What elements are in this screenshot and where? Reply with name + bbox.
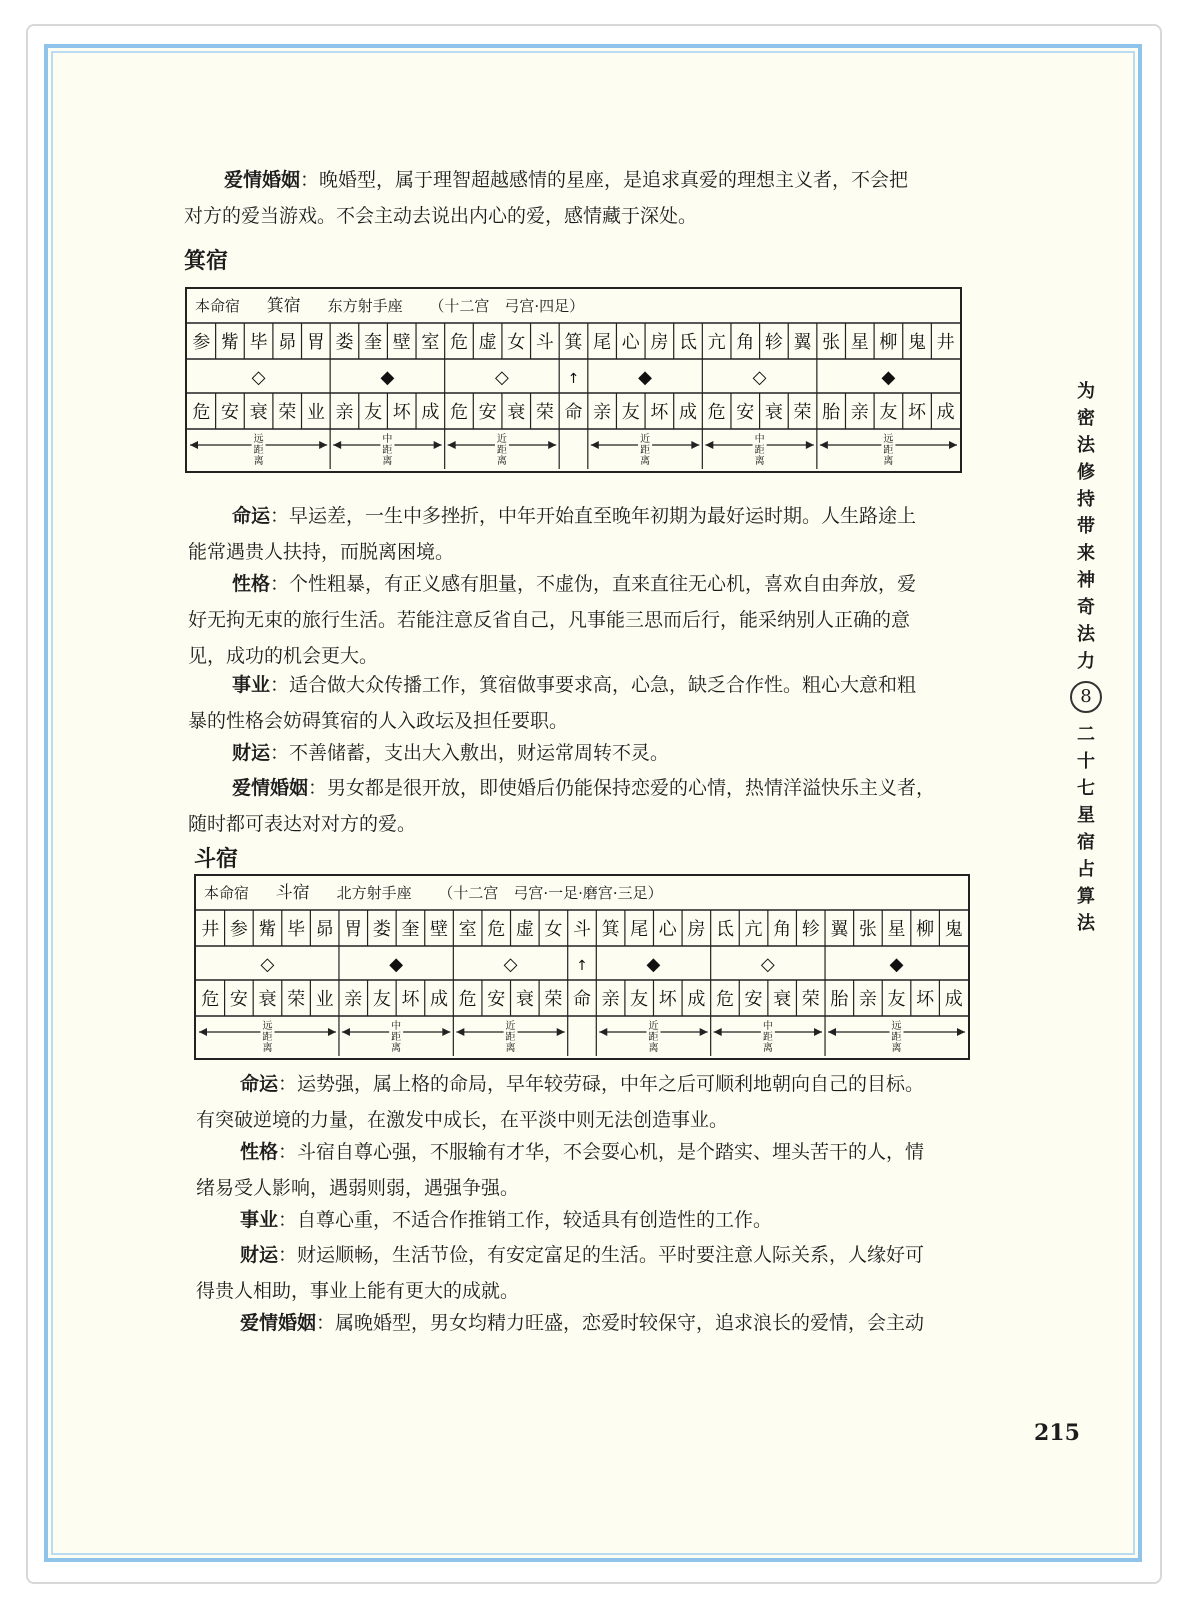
relation-cell: 危 <box>707 402 726 423</box>
distance-label-char: 离 <box>891 1043 902 1054</box>
section2-heading: 斗宿 <box>194 846 239 872</box>
sidebar-char: 带 <box>1077 516 1095 537</box>
mansion-cell: 尾 <box>593 332 612 353</box>
chart-header-mansion: 箕宿 <box>266 296 301 316</box>
mansion-cell: 昴 <box>278 332 297 353</box>
mansion-cell: 娄 <box>372 919 391 940</box>
sidebar-char: 十 <box>1077 751 1095 772</box>
distance-label-char: 离 <box>505 1043 516 1054</box>
distance-label-char: 离 <box>648 1043 659 1054</box>
mansion-cell: 心 <box>658 919 677 940</box>
relation-cell: 亲 <box>593 402 612 423</box>
mansion-cell: 虚 <box>515 919 534 940</box>
relation-cell: 成 <box>430 989 449 1010</box>
distance-label-char: 中 <box>762 1021 773 1032</box>
relation-cell: 胎 <box>822 402 841 423</box>
paragraph-2 <box>196 1202 976 1238</box>
mansion-cell: 胃 <box>344 919 363 940</box>
mansion-cell: 女 <box>544 919 563 940</box>
mansion-cell: 井 <box>936 332 955 353</box>
affinity-symbol: ◆ <box>646 954 661 975</box>
arrow-head <box>434 441 442 449</box>
distance-label-char: 距 <box>754 445 765 456</box>
paragraph-line: 绪易受人影响，遇弱则弱，遇强争强。 <box>196 1177 520 1199</box>
arrow-head <box>448 441 456 449</box>
mansion-cell: 尾 <box>630 919 649 940</box>
relation-cell: 亲 <box>601 989 620 1010</box>
chart-header-native: 本命宿 <box>204 884 250 902</box>
mansion-cell: 房 <box>687 919 706 940</box>
intro-paragraph <box>184 162 964 234</box>
distance-label-char: 距 <box>762 1032 773 1043</box>
relation-cell: 荣 <box>535 402 554 423</box>
relation-cell: 命 <box>564 402 583 423</box>
mansion-cell: 井 <box>201 919 220 940</box>
affinity-symbol: ◆ <box>638 367 652 388</box>
arrow-head <box>700 1028 708 1036</box>
sidebar-char: 算 <box>1077 886 1095 907</box>
relation-cell: 友 <box>621 402 640 423</box>
mansion-cell: 参 <box>192 332 211 353</box>
paragraph-line: ：适合做大众传播工作，箕宿做事要求高，心急，缺乏合作性。粗心大意和粗 <box>270 674 917 696</box>
paragraph-label: 事业 <box>232 674 271 696</box>
arrow-head <box>319 441 327 449</box>
distance-label-char: 距 <box>505 1032 516 1043</box>
paragraph-label: 财运 <box>240 1244 279 1266</box>
self-marker: ↑ <box>567 371 580 387</box>
sidebar-char: 持 <box>1077 489 1095 510</box>
relation-cell: 安 <box>487 989 506 1010</box>
relation-cell: 成 <box>679 402 698 423</box>
relation-cell: 荣 <box>287 989 306 1010</box>
paragraph-label: 命运 <box>240 1073 279 1095</box>
arrow-head <box>714 1028 722 1036</box>
chart-header-constellation: 东方射手座 <box>327 297 403 315</box>
paragraph-line: ：个性粗暴，有正义感有胆量，不虚伪，直来直往无心机，喜欢自由奔放，爱 <box>270 573 917 595</box>
arrow-head <box>691 441 699 449</box>
relation-cell: 危 <box>201 989 220 1010</box>
relation-cell: 衰 <box>507 402 526 423</box>
arrow-head <box>591 441 599 449</box>
relation-cell: 坏 <box>650 402 669 423</box>
sidebar-char: 修 <box>1077 462 1095 483</box>
sidebar-char: 密 <box>1077 408 1095 429</box>
mansion-cell: 鬼 <box>908 332 927 353</box>
relation-cell: 荣 <box>793 402 812 423</box>
mansion-cell: 室 <box>421 332 440 353</box>
paragraph-line: 得贵人相助，事业上能有更大的成就。 <box>196 1280 520 1302</box>
relation-cell: 荣 <box>544 989 563 1010</box>
paragraph-label: 爱情婚姻 <box>240 1312 317 1334</box>
paragraph-line: ：属晚婚型，男女均精力旺盛，恋爱时较保守，追求浪长的爱情，会主动 <box>316 1312 925 1334</box>
paragraph-line: ：男女都是很开放，即使婚后仍能保持恋爱的心情，热情洋溢快乐主义者， <box>308 777 936 799</box>
sidebar-char: 为 <box>1077 381 1095 402</box>
relation-cell: 危 <box>192 402 211 423</box>
distance-label-char: 距 <box>496 445 507 456</box>
mansion-cell: 氐 <box>715 919 734 940</box>
affinity-symbol: ◇ <box>495 367 509 388</box>
mansion-cell: 翼 <box>830 919 849 940</box>
relation-cell: 友 <box>364 402 383 423</box>
paragraph-line: ：不善储蓄，支出大入敷出，财运常周转不灵。 <box>270 742 670 764</box>
relation-cell: 成 <box>944 989 963 1010</box>
paragraph-0 <box>196 1066 976 1138</box>
mansion-cell: 箕 <box>564 332 583 353</box>
self-marker: ↑ <box>576 958 588 974</box>
mansion-cell: 危 <box>449 332 468 353</box>
distance-label-char: 离 <box>262 1043 273 1054</box>
relation-cell: 成 <box>687 989 706 1010</box>
sidebar-char: 法 <box>1077 913 1095 934</box>
chart-header-mansion: 斗宿 <box>275 883 310 903</box>
relation-cell: 成 <box>936 402 955 423</box>
relation-cell: 业 <box>315 989 334 1010</box>
distance-label-char: 远 <box>891 1021 902 1032</box>
chapter-number-badge: 8 <box>1070 681 1102 713</box>
paragraph-4 <box>188 770 966 842</box>
distance-label-char: 距 <box>648 1032 659 1043</box>
mansion-cell: 张 <box>858 919 877 940</box>
mansion-cell: 房 <box>650 332 669 353</box>
relation-cell: 安 <box>736 402 755 423</box>
distance-label-char: 远 <box>253 434 264 445</box>
affinity-symbol: ◇ <box>260 954 275 975</box>
paragraph-line: ：运势强，属上格的命局，早年较劳碌，中年之后可顺利地朝向自己的目标。 <box>278 1073 925 1095</box>
arrow-head <box>814 1028 822 1036</box>
mansion-cell: 觜 <box>258 919 277 940</box>
relation-cell: 衰 <box>258 989 277 1010</box>
paragraph-line: ：自尊心重，不适合作推销工作，较适具有创造性的工作。 <box>278 1209 773 1231</box>
sidebar-char: 宿 <box>1077 832 1095 853</box>
arrow-head <box>820 441 828 449</box>
intro-line-1: ：晚婚型，属于理智超越感情的星座，是追求真爱的理想主义者，不会把 <box>300 169 909 191</box>
mansion-cell: 斗 <box>535 332 554 353</box>
affinity-symbol: ◇ <box>760 954 775 975</box>
distance-label-char: 近 <box>640 434 651 445</box>
relation-cell: 坏 <box>916 989 935 1010</box>
arrow-head <box>806 441 814 449</box>
relation-cell: 安 <box>744 989 763 1010</box>
arrow-head <box>199 1028 207 1036</box>
distance-label-char: 远 <box>262 1021 273 1032</box>
relation-cell: 安 <box>478 402 497 423</box>
mansion-cell: 奎 <box>401 919 420 940</box>
paragraph-line: 能常遇贵人扶持，而脱离困境。 <box>188 541 455 563</box>
distance-label-char: 距 <box>253 445 264 456</box>
mansion-cell: 箕 <box>601 919 620 940</box>
relation-cell: 危 <box>449 402 468 423</box>
mansion-cell: 虚 <box>478 332 497 353</box>
intro-line-2: 对方的爱当游戏。不会主动去说出内心的爱，感情藏于深处。 <box>184 205 698 227</box>
relation-cell: 坏 <box>908 402 927 423</box>
relation-cell: 亲 <box>344 989 363 1010</box>
arrow-head <box>333 441 341 449</box>
mansion-cell: 女 <box>507 332 526 353</box>
mansion-cell: 奎 <box>364 332 383 353</box>
relation-cell: 安 <box>229 989 248 1010</box>
chapter-sidebar <box>1066 378 1106 937</box>
distance-label-char: 离 <box>762 1043 773 1054</box>
relation-cell: 衰 <box>764 402 783 423</box>
paragraph-label: 命运 <box>232 505 271 527</box>
distance-label-char: 中 <box>382 434 393 445</box>
mansion-cell: 毕 <box>249 332 268 353</box>
paragraph-line: 有突破逆境的力量，在激发中成长，在平淡中则无法创造事业。 <box>196 1109 729 1131</box>
arrow-head <box>557 1028 565 1036</box>
relation-cell: 坏 <box>392 402 411 423</box>
distance-label-char: 远 <box>883 434 894 445</box>
sidebar-char: 来 <box>1077 543 1095 564</box>
mansion-cell: 斗 <box>573 919 591 940</box>
mansion-cell: 亢 <box>707 332 726 353</box>
affinity-symbol: ◆ <box>389 954 404 975</box>
arrow-head <box>599 1028 607 1036</box>
arrow-head <box>548 441 556 449</box>
sidebar-char: 七 <box>1077 778 1095 799</box>
mansion-cell: 鬼 <box>944 919 963 940</box>
distance-label-char: 离 <box>253 456 264 467</box>
section1-mansion-chart <box>185 287 962 473</box>
mansion-cell: 亢 <box>744 919 763 940</box>
relation-cell: 危 <box>715 989 734 1010</box>
distance-label-char: 距 <box>382 445 393 456</box>
relation-cell: 衰 <box>249 402 268 423</box>
arrow-head <box>949 441 957 449</box>
relation-cell: 成 <box>421 402 440 423</box>
arrow-head <box>342 1028 350 1036</box>
arrow-head <box>828 1028 836 1036</box>
mansion-cell: 氐 <box>679 332 698 353</box>
paragraph-line: 随时都可表达对对方的爱。 <box>188 813 417 835</box>
paragraph-3 <box>188 735 966 771</box>
relation-cell: 坏 <box>658 989 677 1010</box>
sidebar-char: 占 <box>1077 859 1095 880</box>
chart-grid-svg <box>196 876 972 1062</box>
chart-header-palace: （十二宫 弓宫·四足） <box>429 297 585 315</box>
arrow-head <box>957 1028 965 1036</box>
relation-cell: 荣 <box>278 402 297 423</box>
affinity-symbol: ◆ <box>380 367 395 388</box>
sidebar-char: 力 <box>1077 651 1095 672</box>
distance-label-char: 距 <box>891 1032 902 1043</box>
sidebar-char: 二 <box>1077 724 1095 745</box>
distance-label-char: 近 <box>496 434 507 445</box>
chart-header-constellation: 北方射手座 <box>336 884 412 902</box>
mansion-cell: 角 <box>736 332 755 353</box>
affinity-symbol: ◇ <box>503 954 518 975</box>
distance-label-char: 中 <box>391 1021 402 1032</box>
distance-label-char: 近 <box>648 1021 659 1032</box>
paragraph-4 <box>196 1305 976 1341</box>
affinity-symbol: ◇ <box>752 367 767 388</box>
relation-cell: 衰 <box>515 989 534 1010</box>
relation-cell: 荣 <box>801 989 820 1010</box>
paragraph-1 <box>196 1134 976 1206</box>
distance-label-char: 离 <box>496 456 507 467</box>
relation-cell: 友 <box>630 989 649 1010</box>
sidebar-char: 星 <box>1077 805 1095 826</box>
section2-mansion-chart <box>194 874 970 1060</box>
relation-cell: 业 <box>306 402 325 423</box>
paragraph-label: 性格 <box>240 1141 279 1163</box>
intro-label: 爱情婚姻 <box>224 169 301 191</box>
paragraph-label: 爱情婚姻 <box>232 777 309 799</box>
mansion-cell: 觜 <box>220 332 239 353</box>
distance-label-char: 离 <box>640 456 651 467</box>
arrow-head <box>705 441 713 449</box>
distance-label-char: 近 <box>505 1021 516 1032</box>
chart-header-native: 本命宿 <box>195 297 241 315</box>
mansion-cell: 壁 <box>430 919 449 940</box>
relation-cell: 亲 <box>335 402 354 423</box>
paragraph-line: 暴的性格会妨碍箕宿的人入政坛及担任要职。 <box>188 710 569 732</box>
distance-label-char: 距 <box>391 1032 402 1043</box>
relation-cell: 衰 <box>773 989 792 1010</box>
paragraph-label: 财运 <box>232 742 271 764</box>
mansion-cell: 参 <box>229 919 248 940</box>
mansion-cell: 角 <box>773 919 792 940</box>
relation-cell: 坏 <box>401 989 420 1010</box>
distance-label-char: 离 <box>391 1043 402 1054</box>
distance-label-char: 离 <box>754 456 765 467</box>
arrow-head <box>442 1028 450 1036</box>
mansion-cell: 昴 <box>315 919 334 940</box>
distance-label-char: 中 <box>754 434 765 445</box>
mansion-cell: 柳 <box>879 332 898 353</box>
section1-heading: 箕宿 <box>184 248 229 274</box>
paragraph-0 <box>188 498 966 570</box>
paragraph-line: ：斗宿自尊心强，不服输有才华，不会耍心机，是个踏实、埋头苦干的人，情 <box>278 1141 925 1163</box>
mansion-cell: 柳 <box>916 919 935 940</box>
distance-label-char: 距 <box>883 445 894 456</box>
chart-header-palace: （十二宫 弓宫·一足·磨宫·三足） <box>438 884 663 902</box>
sidebar-series-title <box>1066 378 1106 675</box>
arrow-head <box>190 441 198 449</box>
mansion-cell: 危 <box>487 919 506 940</box>
mansion-cell: 星 <box>850 332 869 353</box>
sidebar-chapter-title <box>1066 721 1106 937</box>
paragraph-1 <box>188 566 966 674</box>
mansion-cell: 轸 <box>801 919 820 940</box>
paragraph-line: 见，成功的机会更大。 <box>188 645 379 667</box>
mansion-cell: 壁 <box>392 332 411 353</box>
mansion-cell: 娄 <box>335 332 354 353</box>
chart-grid-svg <box>187 289 964 475</box>
mansion-cell: 星 <box>887 919 906 940</box>
paragraph-line: ：早运差，一生中多挫折，中年开始直至晚年初期为最好运时期。人生路途上 <box>270 505 917 527</box>
affinity-symbol: ◆ <box>889 954 904 975</box>
relation-cell: 危 <box>458 989 477 1010</box>
relation-cell: 安 <box>220 402 239 423</box>
mansion-cell: 心 <box>621 332 640 353</box>
distance-label-char: 离 <box>883 456 894 467</box>
paragraph-label: 事业 <box>240 1209 279 1231</box>
mansion-cell: 毕 <box>287 919 306 940</box>
relation-cell: 友 <box>372 989 391 1010</box>
relation-cell: 亲 <box>850 402 869 423</box>
sidebar-char: 法 <box>1077 624 1095 645</box>
mansion-cell: 轸 <box>764 332 783 353</box>
sidebar-char: 神 <box>1077 570 1095 591</box>
mansion-cell: 张 <box>822 332 841 353</box>
paragraph-2 <box>188 667 966 739</box>
distance-label-char: 离 <box>382 456 393 467</box>
relation-cell: 胎 <box>830 989 849 1010</box>
affinity-symbol: ◆ <box>881 367 896 388</box>
distance-label-char: 距 <box>262 1032 273 1043</box>
paragraph-3 <box>196 1237 976 1309</box>
relation-cell: 命 <box>573 989 591 1010</box>
relation-cell: 友 <box>887 989 906 1010</box>
arrow-head <box>328 1028 336 1036</box>
relation-cell: 亲 <box>858 989 877 1010</box>
paragraph-line: ：财运顺畅，生活节俭，有安定富足的生活。平时要注意人际关系，人缘好可 <box>278 1244 925 1266</box>
sidebar-char: 法 <box>1077 435 1095 456</box>
affinity-symbol: ◇ <box>251 367 266 388</box>
mansion-cell: 翼 <box>793 332 812 353</box>
mansion-cell: 胃 <box>306 332 325 353</box>
book-page <box>44 44 1142 1562</box>
paragraph-line: 好无拘无束的旅行生活。若能注意反省自己，凡事能三思而后行，能采纳别人正确的意 <box>188 609 911 631</box>
paragraph-label: 性格 <box>232 573 271 595</box>
distance-label-char: 距 <box>640 445 651 456</box>
sidebar-char: 奇 <box>1077 597 1095 618</box>
relation-cell: 友 <box>879 402 898 423</box>
arrow-head <box>456 1028 464 1036</box>
mansion-cell: 室 <box>458 919 477 940</box>
page-number: 215 <box>1034 1420 1080 1446</box>
